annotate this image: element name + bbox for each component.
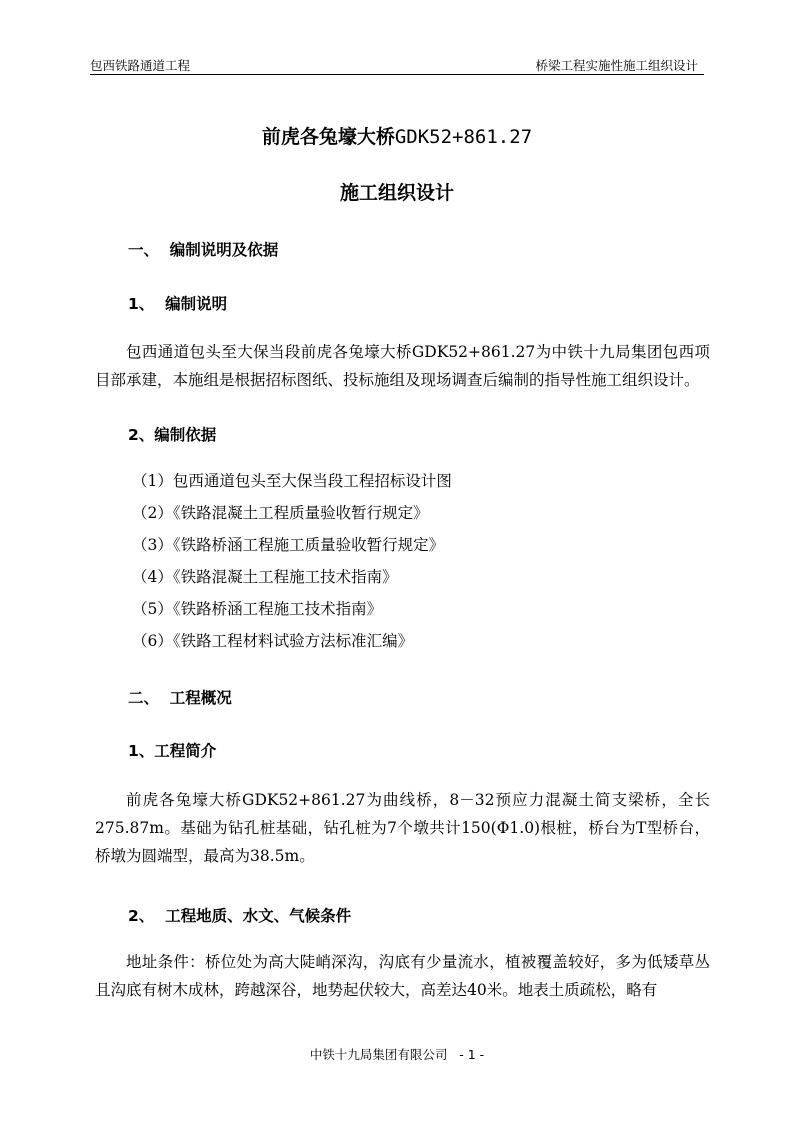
- section-2-heading: 二、 工程概况: [128, 689, 232, 707]
- section-1-2-heading: 2、编制依据: [128, 426, 217, 444]
- reference-item: （3）《铁路桥涵工程施工质量验收暂行规定》: [132, 536, 445, 554]
- page-header: [90, 52, 704, 75]
- title-mileage-code: GDK52+861.27: [394, 126, 533, 148]
- header-project-name: 包西铁路通道工程: [90, 58, 191, 73]
- reference-item: （2）《铁路混凝土工程质量验收暂行规定》: [132, 504, 429, 522]
- section-2-1-heading: 1、工程简介: [128, 742, 217, 760]
- section-2-1-paragraph: 前虎各兔壕大桥GDK52+861.27为曲线桥，8－32预应力混凝土简支梁桥，全长275.87m。基础为钻孔桩基础，钻孔桩为7个墩共计150(Φ1.0)根桩，桥台为T型桥台，桥墩为圆端型，最高为38.5m。: [95, 791, 710, 865]
- reference-item: （4）《铁路混凝土工程施工技术指南》: [132, 568, 398, 586]
- section-2-2-heading: 2、 工程地质、水文、气候条件: [128, 907, 352, 925]
- section-1-1-heading: 1、 编制说明: [128, 295, 228, 313]
- section-2-2-paragraph: 地址条件：桥位处为高大陡峭深沟，沟底有少量流水，植被覆盖较好，多为低矮草丛且沟底有树木成林，跨越深谷，地势起伏较大，高差达40米。地表土质疏松，略有: [95, 953, 710, 999]
- title-bridge-name: 前虎各兔壕大桥: [261, 126, 395, 148]
- document-subtitle: 施工组织设计: [339, 182, 454, 204]
- header-document-type: 桥梁工程实施性施工组织设计: [535, 58, 698, 73]
- document-title: [0, 122, 794, 149]
- reference-item: （1）包西通道包头至大保当段工程招标设计图: [132, 472, 452, 490]
- reference-list: [132, 470, 452, 662]
- section-1-heading: 一、 编制说明及依据: [128, 241, 279, 259]
- section-1-1-paragraph: 包西通道包头至大保当段前虎各兔壕大桥GDK52+861.27为中铁十九局集团包西项目部承建，本施组是根据招标图纸、投标施组及现场调查后编制的指导性施工组织设计。: [95, 343, 710, 389]
- reference-item: （5）《铁路桥涵工程施工技术指南》: [132, 600, 383, 618]
- page-footer: 中铁十九局集团有限公司 - 1 -: [309, 1047, 485, 1062]
- reference-item: （6）《铁路工程材料试验方法标准汇编》: [132, 632, 414, 650]
